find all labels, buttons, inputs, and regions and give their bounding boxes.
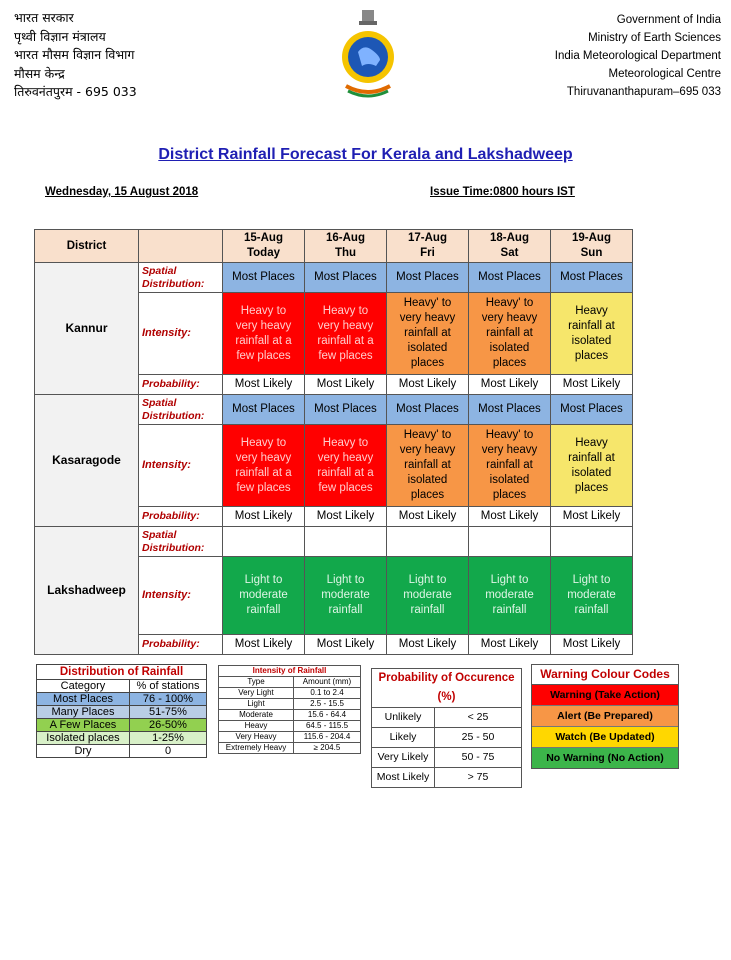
intensity-text: Light to moderate rainfall (485, 574, 534, 616)
intensity-text: Heavy rainfall at isolated places (568, 436, 615, 494)
amount-header: Amount (mm) (294, 677, 361, 688)
warning-legend-title: Warning Colour Codes (532, 665, 678, 685)
intensity-text: Heavy' to very heavy rainfall at isolated places (399, 429, 456, 501)
spatial-label: Spatial Distribution: (139, 395, 223, 425)
legend-title-row (372, 669, 522, 708)
day-name: Thu (334, 247, 357, 259)
amount-cell: 115.6 - 204.4 (294, 732, 361, 743)
probability-type-cell: Unlikely (372, 708, 435, 728)
type-header: Type (219, 677, 294, 688)
probability-label: Probability: (139, 507, 223, 527)
distribution-legend-title: Distribution of Rainfall (37, 665, 207, 680)
legend-row (219, 721, 361, 732)
probability-cell: Most Likely (305, 375, 387, 395)
type-cell: Extremely Heavy (219, 743, 294, 754)
day-date: 19-Aug (572, 232, 611, 244)
legend-row (219, 699, 361, 710)
warning-code-row: Alert (Be Prepared) (532, 706, 678, 727)
day-name: Fri (420, 247, 435, 259)
intensity-cell (305, 425, 387, 507)
forecast-date: Wednesday, 15 August 2018 (45, 186, 199, 198)
spatial-cell (551, 527, 633, 557)
stations-cell: 0 (130, 745, 207, 758)
legend-header-row (37, 680, 207, 693)
issue-time: Issue Time:0800 hours IST (430, 186, 575, 198)
day-name: Sat (500, 247, 519, 259)
day-date: 15-Aug (244, 232, 283, 244)
probability-legend (371, 668, 522, 788)
intensity-cell (223, 293, 305, 375)
intensity-cell (551, 425, 633, 507)
intensity-text: Heavy to very heavy rainfall at a few places (235, 436, 292, 494)
stations-cell: 76 - 100% (130, 693, 207, 706)
district-name: Kannur (35, 263, 139, 395)
intensity-text: Light to moderate rainfall (403, 574, 452, 616)
spatial-row (35, 527, 633, 557)
spatial-cell: Most Places (223, 263, 305, 293)
probability-cell: Most Likely (305, 507, 387, 527)
type-cell: Very Light (219, 688, 294, 699)
spatial-label: Spatial Distribution: (139, 527, 223, 557)
intensity-cell (305, 293, 387, 375)
day-header (223, 230, 305, 263)
legend-title-row (37, 665, 207, 680)
probability-cell: Most Likely (387, 375, 469, 395)
probability-type-cell: Most Likely (372, 768, 435, 788)
english-line: India Meteorological Department (554, 50, 721, 62)
spatial-label: Spatial Distribution: (139, 263, 223, 293)
intensity-text: Heavy rainfall at isolated places (568, 304, 615, 362)
spatial-cell: Most Places (387, 395, 469, 425)
page-title: District Rainfall Forecast For Kerala and Lakshadweep (158, 146, 573, 163)
probability-cell: Most Likely (551, 507, 633, 527)
spatial-cell: Most Places (387, 263, 469, 293)
district-header: District (35, 230, 139, 263)
probability-range-cell: 50 - 75 (435, 748, 522, 768)
intensity-text: Heavy to very heavy rainfall at a few places (317, 436, 374, 494)
district-name: Kasaragode (35, 395, 139, 527)
warning-code-row: Watch (Be Updated) (532, 727, 678, 748)
probability-cell: Most Likely (387, 507, 469, 527)
day-date: 17-Aug (408, 232, 447, 244)
category-cell: A Few Places (37, 719, 130, 732)
probability-type-cell: Very Likely (372, 748, 435, 768)
intensity-text: Heavy to very heavy rainfall at a few places (235, 304, 292, 362)
intensity-text: Heavy' to very heavy rainfall at isolated places (481, 429, 538, 501)
probability-cell: Most Likely (469, 635, 551, 655)
amount-cell: 15.6 - 64.4 (294, 710, 361, 721)
day-header (469, 230, 551, 263)
intensity-cell (387, 557, 469, 635)
day-name: Sun (580, 247, 603, 259)
forecast-table (34, 229, 633, 655)
category-cell: Dry (37, 745, 130, 758)
legend-row (219, 710, 361, 721)
legend-row (372, 768, 522, 788)
probability-cell: Most Likely (223, 375, 305, 395)
probability-range-cell: 25 - 50 (435, 728, 522, 748)
intensity-cell (551, 557, 633, 635)
probability-cell: Most Likely (223, 635, 305, 655)
intensity-cell (387, 293, 469, 375)
amount-cell: ≥ 204.5 (294, 743, 361, 754)
day-header (551, 230, 633, 263)
intensity-text: Heavy' to very heavy rainfall at isolated places (481, 297, 538, 369)
day-date: 16-Aug (326, 232, 365, 244)
intensity-text: Heavy' to very heavy rainfall at isolated places (399, 297, 456, 369)
english-header (555, 11, 721, 101)
amount-cell: 2.5 - 15.5 (294, 699, 361, 710)
warning-colour-legend (531, 664, 679, 769)
hindi-header (14, 9, 137, 102)
probability-type-cell: Likely (372, 728, 435, 748)
day-header (387, 230, 469, 263)
legend-row (219, 732, 361, 743)
hindi-line: भारत मौसम विज्ञान विभाग (14, 47, 135, 62)
intensity-cell (223, 557, 305, 635)
warning-code-row: Warning (Take Action) (532, 685, 678, 706)
probability-legend-title: Probability of Occurence (%) (372, 669, 522, 708)
legend-row (37, 732, 207, 745)
legend-row (219, 743, 361, 754)
intensity-label: Intensity: (139, 557, 223, 635)
warning-code-row: No Warning (No Action) (532, 748, 678, 768)
intensity-text: Heavy to very heavy rainfall at a few places (317, 304, 374, 362)
intensity-text: Light to moderate rainfall (239, 574, 288, 616)
hindi-line: मौसम केन्द्र (14, 65, 65, 81)
spatial-cell: Most Places (223, 395, 305, 425)
blank-header-cell (139, 230, 223, 263)
legend-header-row (219, 677, 361, 688)
probability-label: Probability: (139, 375, 223, 395)
spatial-cell: Most Places (551, 395, 633, 425)
type-cell: Light (219, 699, 294, 710)
day-date: 18-Aug (490, 232, 529, 244)
amount-cell: 64.5 - 115.5 (294, 721, 361, 732)
spatial-row (35, 395, 633, 425)
stations-cell: 1-25% (130, 732, 207, 745)
spatial-cell (387, 527, 469, 557)
spatial-cell: Most Places (469, 395, 551, 425)
spatial-cell: Most Places (551, 263, 633, 293)
district-name: Lakshadweep (35, 527, 139, 655)
probability-cell: Most Likely (305, 635, 387, 655)
legend-row (219, 688, 361, 699)
header-row (35, 230, 633, 263)
amount-cell: 0.1 to 2.4 (294, 688, 361, 699)
legend-row (37, 719, 207, 732)
legend-title-row (219, 666, 361, 677)
hindi-line: पृथ्वी विज्ञान मंत्रालय (14, 28, 106, 44)
english-line: Meteorological Centre (608, 68, 721, 80)
legend-row (372, 728, 522, 748)
legend-row (37, 706, 207, 719)
english-line: Government of India (616, 14, 721, 26)
type-cell: Very Heavy (219, 732, 294, 743)
intensity-cell (469, 557, 551, 635)
spatial-cell (223, 527, 305, 557)
legend-row (372, 708, 522, 728)
category-header: Category (37, 680, 130, 693)
legend-row (37, 745, 207, 758)
spatial-cell: Most Places (305, 263, 387, 293)
stations-header: % of stations (130, 680, 207, 693)
probability-label: Probability: (139, 635, 223, 655)
intensity-label: Intensity: (139, 425, 223, 507)
spatial-row (35, 263, 633, 293)
probability-range-cell: < 25 (435, 708, 522, 728)
spatial-cell (305, 527, 387, 557)
spatial-cell: Most Places (305, 395, 387, 425)
probability-cell: Most Likely (387, 635, 469, 655)
intensity-text: Light to moderate rainfall (567, 574, 616, 616)
stations-cell: 51-75% (130, 706, 207, 719)
intensity-cell (387, 425, 469, 507)
hindi-line: तिरुवनंतपुरम - 695 033 (14, 84, 137, 99)
probability-cell: Most Likely (469, 507, 551, 527)
english-line: Thiruvananthapuram–695 033 (566, 86, 721, 98)
probability-cell: Most Likely (223, 507, 305, 527)
legend-row (372, 748, 522, 768)
probability-cell: Most Likely (469, 375, 551, 395)
imd-emblem-logo (340, 8, 396, 98)
intensity-text: Light to moderate rainfall (321, 574, 370, 616)
english-line: Ministry of Earth Sciences (588, 32, 721, 44)
probability-cell: Most Likely (551, 375, 633, 395)
intensity-legend-title: Intensity of Rainfall (219, 666, 361, 677)
intensity-label: Intensity: (139, 293, 223, 375)
intensity-cell (469, 293, 551, 375)
probability-cell: Most Likely (551, 635, 633, 655)
probability-range-cell: > 75 (435, 768, 522, 788)
spatial-cell: Most Places (469, 263, 551, 293)
day-name: Today (246, 247, 280, 259)
hindi-line: भारत सरकार (14, 10, 74, 25)
intensity-cell (223, 425, 305, 507)
legend-row (37, 693, 207, 706)
category-cell: Most Places (37, 693, 130, 706)
category-cell: Isolated places (37, 732, 130, 745)
stations-cell: 26-50% (130, 719, 207, 732)
day-header (305, 230, 387, 263)
intensity-cell (305, 557, 387, 635)
intensity-legend (218, 665, 361, 754)
category-cell: Many Places (37, 706, 130, 719)
type-cell: Heavy (219, 721, 294, 732)
type-cell: Moderate (219, 710, 294, 721)
intensity-cell (469, 425, 551, 507)
intensity-cell (551, 293, 633, 375)
distribution-legend (36, 664, 207, 758)
spatial-cell (469, 527, 551, 557)
